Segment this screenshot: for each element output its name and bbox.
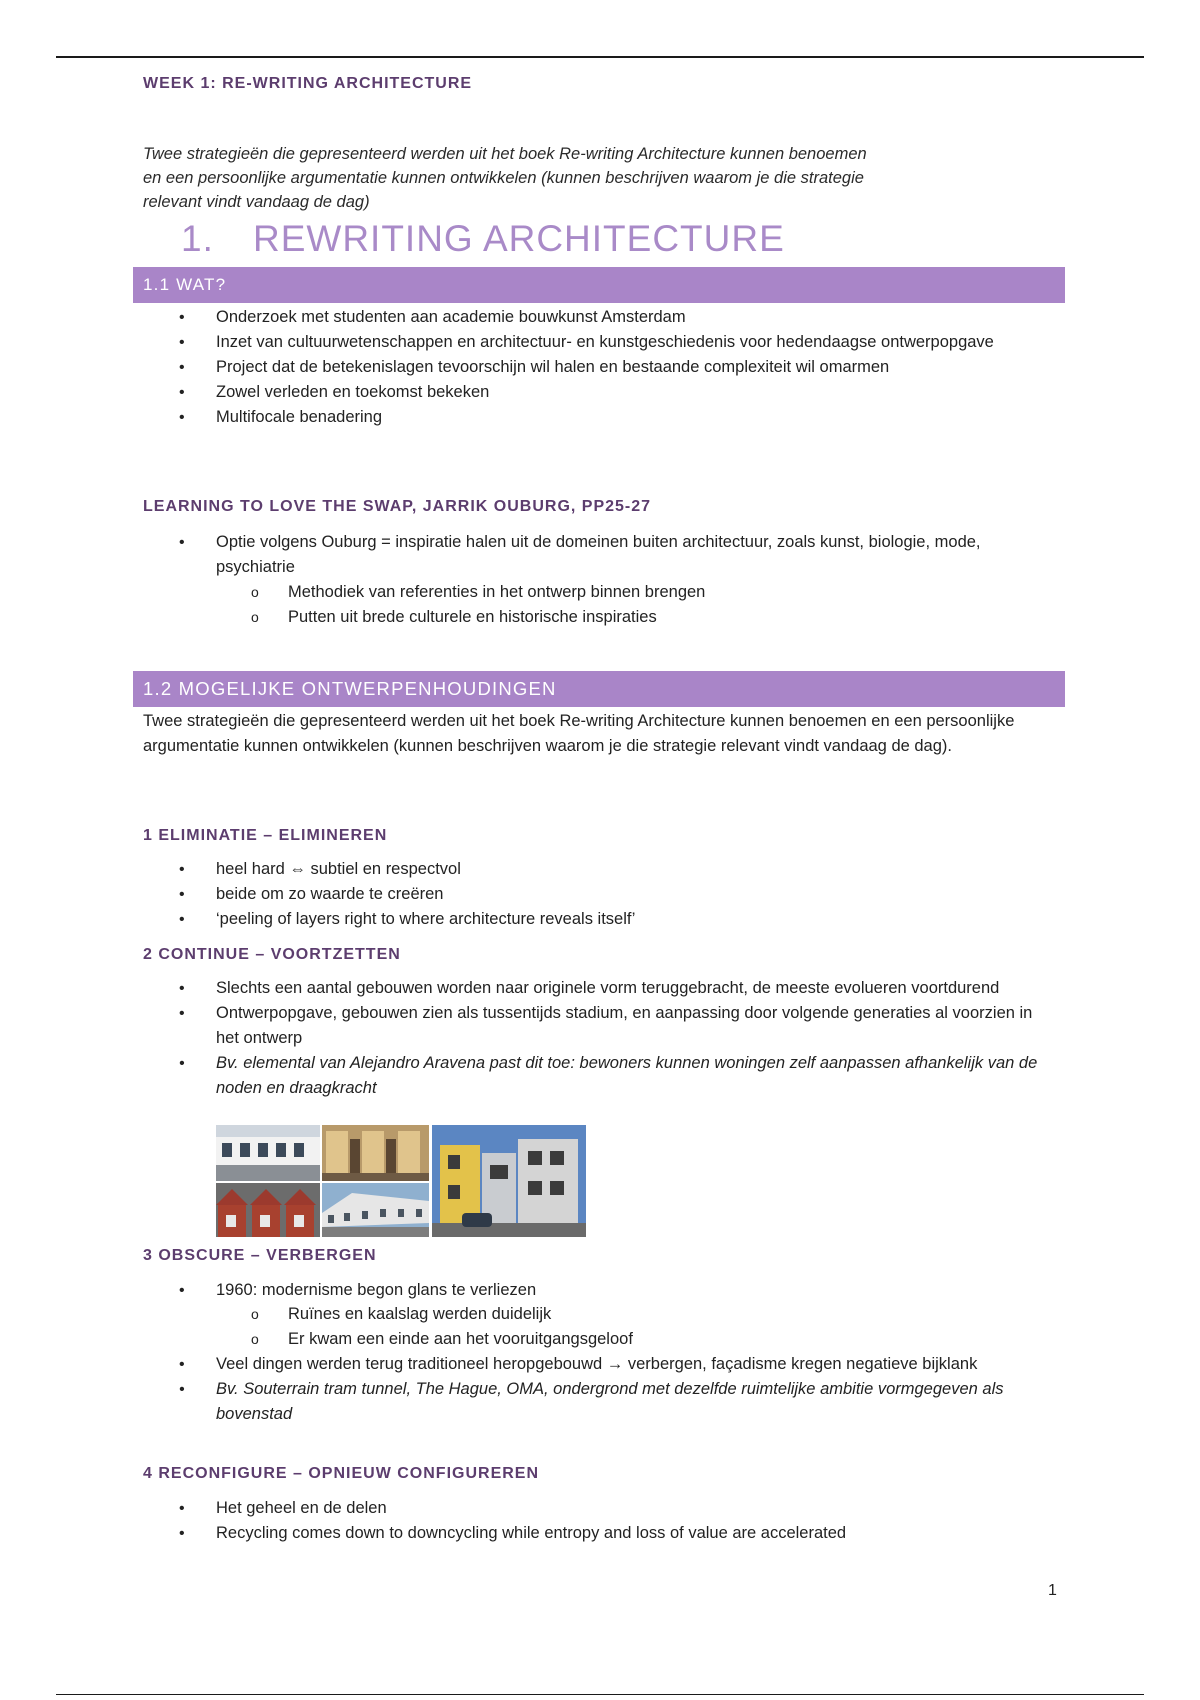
housing-photo-1: [216, 1125, 320, 1181]
learning-sublist: [143, 580, 1043, 630]
list-item: • Bv. elemental van Alejandro Aravena past dit toe: bewoners kunnen woningen zelf aanpassen afhankelijk van de noden en draagkracht: [143, 1051, 1043, 1101]
list-item: • Het geheel en de delen: [143, 1496, 1043, 1521]
list-item: • Project dat de betekenislagen tevoorschijn wil halen en bestaande complexiteit wil omarmen: [143, 355, 1043, 380]
heading-number: 1.: [181, 218, 214, 259]
week-title: WEEK 1: RE-WRITING ARCHITECTURE: [143, 75, 473, 92]
learning-list: [143, 530, 1043, 580]
reconfigure-list: [143, 1496, 1043, 1546]
sub-list-item: o Putten uit brede culturele en historische inspiraties: [143, 605, 1043, 630]
list-item: • Onderzoek met studenten aan academie bouwkunst Amsterdam: [143, 305, 1043, 330]
subheading-eliminatie: 1 ELIMINATIE – ELIMINEREN: [143, 827, 388, 844]
housing-photo-5: [432, 1125, 586, 1237]
list-item: • Multifocale benadering: [143, 405, 1043, 430]
list-item: • Bv. Souterrain tram tunnel, The Hague, OMA, ondergrond met dezelfde ruimtelijke ambitie vormgegeven als bovenstad: [143, 1377, 1043, 1427]
list-item: • ‘peeling of layers right to where architecture reveals itself’: [143, 907, 1043, 932]
mogelijke-text: Twee strategieën die gepresenteerd werden uit het boek Re-writing Architecture kunnen benoemen en een persoonlijke argumentatie kunnen ontwikkelen (kunnen beschrijven waarom je die strategie relevant vindt vandaag de dag).: [143, 712, 1015, 755]
subheading-learning: LEARNING TO LOVE THE SWAP, JARRIK OUBURG, PP25-27: [143, 498, 652, 515]
subheading-continue: 2 CONTINUE – VOORTZETTEN: [143, 946, 401, 963]
list-item: • Veel dingen werden terug traditioneel heropgebouwd → verbergen, façadisme kregen negatieve bijklank: [143, 1352, 1043, 1377]
intro-text: Twee strategieën die gepresenteerd werden uit het boek Re-writing Architecture kunnen benoemen en een persoonlijke argumentatie kunnen ontwikkelen (kunnen beschrijven waarom je die strategie relevant vindt vandaag de dag): [143, 145, 867, 211]
list-item: • Recycling comes down to downcycling while entropy and loss of value are accelerated: [143, 1521, 1043, 1546]
section-band-wat: 1.1 WAT?: [133, 267, 1065, 303]
housing-photo-2: [322, 1125, 429, 1181]
obscure-list-2: [143, 1352, 1043, 1427]
subheading-obscure: 3 OBSCURE – VERBERGEN: [143, 1247, 377, 1264]
list-item: • Optie volgens Ouburg = inspiratie halen uit de domeinen buiten architectuur, zoals kunst, biologie, mode, psychiatrie: [143, 530, 1043, 580]
list-item: • 1960: modernisme begon glans te verliezen: [143, 1278, 1043, 1303]
list-item: • Inzet van cultuurwetenschappen en architectuur- en kunstgeschiedenis voor hedendaagse ontwerpopgave: [143, 330, 1043, 355]
wat-list: [143, 305, 1043, 430]
list-item: • Slechts een aantal gebouwen worden naar originele vorm teruggebracht, de meeste evolueren voortdurend: [143, 976, 1043, 1001]
subheading-reconfigure: 4 RECONFIGURE – OPNIEUW CONFIGUREREN: [143, 1465, 540, 1482]
section-band-mogelijke: 1.2 MOGELIJKE ONTWERPENHOUDINGEN: [133, 671, 1065, 707]
bottom-rule: [56, 1694, 1144, 1695]
list-item: • Zowel verleden en toekomst bekeken: [143, 380, 1043, 405]
continue-list: [143, 976, 1043, 1101]
eliminatie-list: [143, 857, 1043, 932]
list-item: • Ontwerpopgave, gebouwen zien als tussentijds stadium, en aanpassing door volgende generaties al voorzien in het ontwerp: [143, 1001, 1043, 1051]
housing-photo-3: [216, 1183, 320, 1237]
elemental-housing-photos: [216, 1125, 586, 1237]
list-item: • beide om zo waarde te creëren: [143, 882, 1043, 907]
list-item: • heel hard ⇔ subtiel en respectvol: [143, 857, 1043, 882]
housing-photo-4: [322, 1183, 429, 1237]
page-number: 1: [1048, 1582, 1057, 1599]
sub-list-item: o Methodiek van referenties in het ontwerp binnen brengen: [143, 580, 1043, 605]
obscure-sublist: [143, 1302, 1043, 1352]
sub-list-item: o Ruïnes en kaalslag werden duidelijk: [143, 1302, 1043, 1327]
heading-title: REWRITING ARCHITECTURE: [253, 218, 785, 259]
sub-list-item: o Er kwam een einde aan het vooruitgangsgeloof: [143, 1327, 1043, 1352]
heading-rewriting-architecture: [143, 218, 785, 260]
obscure-list-1: [143, 1278, 1043, 1303]
top-rule: [56, 56, 1144, 58]
